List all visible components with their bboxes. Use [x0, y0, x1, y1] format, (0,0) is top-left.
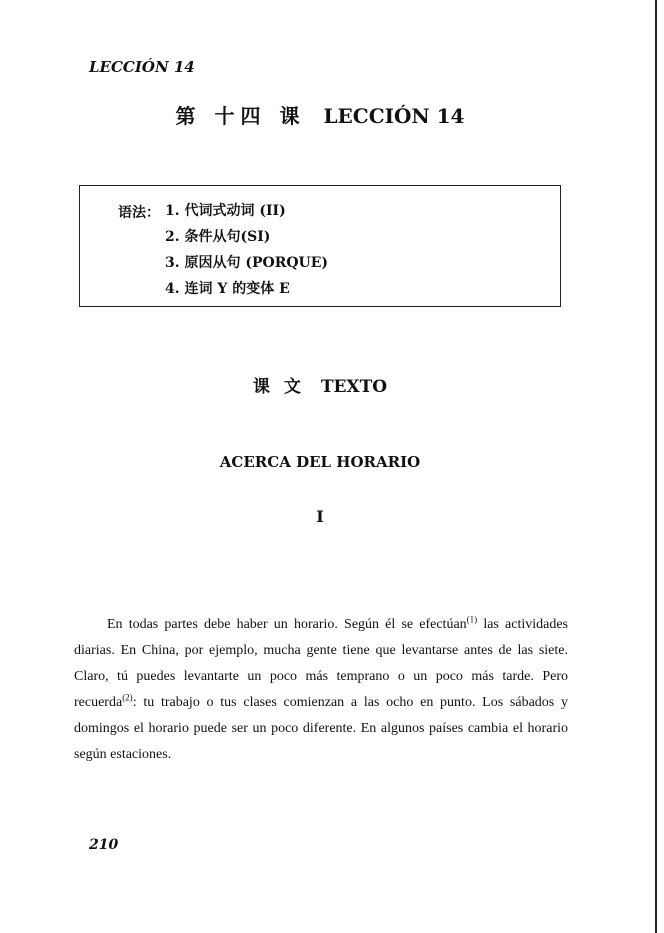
grammar-item: 2. 条件从句(SI): [165, 229, 271, 245]
chapter-title-chinese: 第 十四 课: [175, 104, 306, 128]
paragraph-text: : tu trabajo o tus clases comienzan a las ocho en punto. Los sábados y domingos el horario puede ser un poco diferente. En algunos países cambia el horario según estaciones.: [74, 695, 568, 762]
paragraph-text: las actividades diarias. En China, por ejemplo, mucha gente tiene que levantarse antes de las siete. Claro, tú puedes levantarte un poco más temprano o un poco más tarde. Pero recuerda: [74, 617, 568, 710]
body-paragraph: [74, 612, 568, 768]
grammar-box: [79, 185, 561, 307]
grammar-item: 3. 原因从句 (PORQUE): [165, 255, 329, 271]
grammar-label: 语法：: [118, 205, 160, 221]
paragraph-text: En todas partes debe haber un horario. Según él se efectúan: [107, 617, 467, 632]
footnote-marker: (2): [122, 692, 133, 703]
part-number: I: [316, 507, 324, 526]
running-head: LECCIÓN 14: [89, 58, 195, 76]
text-title: ACERCA DEL HORARIO: [219, 453, 421, 471]
chapter-title: [0, 100, 640, 129]
grammar-list: [165, 202, 328, 306]
grammar-item: 1. 代词式动词 (II): [165, 203, 286, 219]
page-edge-rule: [655, 0, 657, 933]
section-heading: [0, 372, 640, 397]
grammar-item: 4. 连词 Y 的变体 E: [165, 281, 290, 297]
page-number: 210: [89, 837, 119, 853]
footnote-marker: (1): [466, 614, 478, 625]
section-heading-spanish: TEXTO: [320, 377, 388, 397]
section-heading-chinese: 课 文: [252, 377, 305, 397]
chapter-title-spanish: LECCIÓN 14: [323, 104, 465, 128]
